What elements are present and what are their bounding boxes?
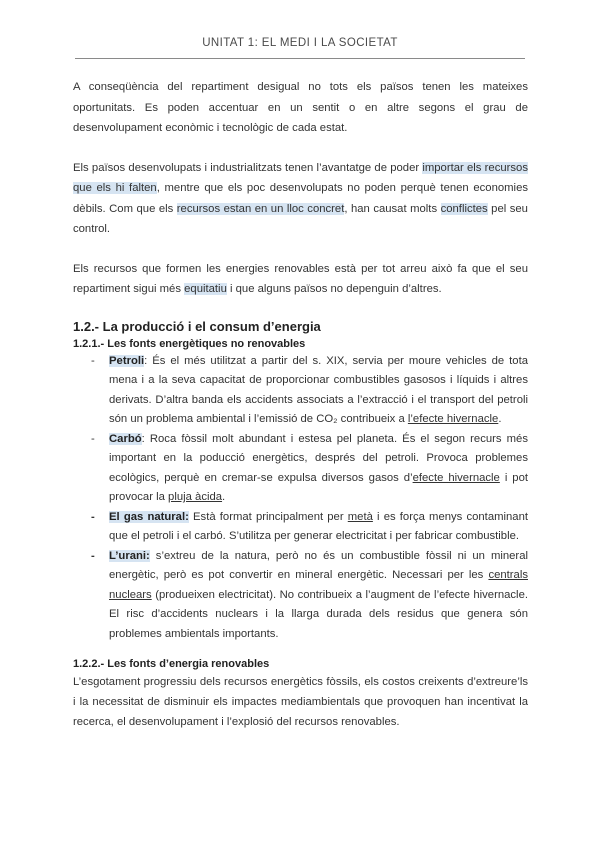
list-item-text: s’extreu de la natura, però no és un combustible fòssil ni un mineral energètic, però es pot convertir en mineral energètic. Necessari per les bbox=[109, 549, 528, 581]
paragraph-2-text-d: pel seu control. bbox=[73, 202, 528, 235]
list-item-text: : Roca fòssil molt abundant i estesa pel planeta. És el segon recurs més important en la poducció energètics, després del petroli. Provoca problemes ecològics, perquè en cremar-se expulsa diversos gasos d’ bbox=[109, 432, 528, 484]
paragraph-2 bbox=[73, 158, 528, 240]
subsection-title-non-renewable: 1.2.1.- Les fonts energètiques no renovables bbox=[73, 337, 306, 350]
paragraph-3 bbox=[73, 259, 528, 300]
paragraph-2-text-b: , mentre que els poc desenvolupats no poden perquè tenen economies dèbils. Com que els bbox=[73, 182, 528, 215]
term-link-pluja-acida: pluja àcida bbox=[168, 491, 223, 503]
list-item-text: i es força menys contaminant que el petroli i el carbó. S’utilitza per generar electricitat i per fabricar combustible. bbox=[109, 510, 529, 542]
term-urani: L’urani: bbox=[109, 549, 150, 562]
list-item-carbo bbox=[73, 430, 528, 508]
list-item-text: i pot provocar la bbox=[109, 471, 529, 503]
list-item-text: . bbox=[498, 413, 502, 425]
paragraph-2-text-c: , han causat molts bbox=[344, 202, 441, 215]
highlight-conflicts: conflictes bbox=[440, 202, 488, 215]
list-item-petroli bbox=[73, 352, 528, 430]
list-item-gas-natural bbox=[73, 508, 528, 547]
list-item-text: (produeixen electricitat). No contribueix a l’augment de l’efecte hivernacle. El risc d’accidents nuclears i la llarga durada dels residus que genera són problemes ambientals importants. bbox=[109, 588, 528, 640]
bullet-dash: - bbox=[91, 354, 95, 367]
page-header: UNITAT 1: EL MEDI I LA SOCIETAT bbox=[202, 37, 398, 49]
bullet-dash: - bbox=[91, 549, 95, 562]
bullet-dash: - bbox=[91, 432, 95, 445]
paragraph-1: A conseqüència del repartiment desigual no tots els països tenen les mateixes oportunitats. Es poden accentuar en un sentit o en altre segons el grau de desenvolupament econòmic i tecnològic de cada estat. bbox=[73, 81, 528, 134]
paragraph-2-text-a: Els països desenvolupats i industrialitzats tenen l’avantatge de poder bbox=[73, 161, 423, 174]
bullet-dash: - bbox=[91, 510, 95, 523]
term-petroli: Petroli bbox=[109, 354, 145, 367]
list-item-text: : És el més utilitzat a partir del s. XIX, servia per moure vehicles de tota mena i a la seva capacitat de proporcionar combustibles gasosos i líquids i altres derivats. D’altra banda els accidents associats a l’extracció i el transport del petroli són un problema ambiental i l’emissió de CO₂ contribueix a bbox=[109, 354, 528, 425]
highlight-resources-location: recursos estan en un lloc concret bbox=[176, 202, 345, 215]
non-renewable-list bbox=[73, 352, 528, 645]
term-link-efecte-hivernacle: efecte hivernacle bbox=[412, 471, 500, 484]
term-link-centrals-nuclears: centrals nuclears bbox=[109, 569, 528, 601]
term-carbo: Carbó bbox=[109, 432, 142, 445]
list-item-text: . bbox=[222, 491, 226, 503]
term-link-meta: metà bbox=[347, 510, 373, 523]
paragraph-3-text-a: Els recursos que formen les energies renovables està per tot arreu això fa que el seu repartiment sigui més bbox=[73, 262, 528, 295]
term-gas-natural: El gas natural: bbox=[109, 510, 189, 523]
list-item-urani bbox=[73, 547, 528, 645]
paragraph-3-text-b: i que alguns països no depenguin d’altres. bbox=[226, 283, 442, 295]
highlight-import-resources: importar els recursos que els hi falten bbox=[73, 161, 528, 194]
header-rule bbox=[75, 58, 525, 59]
paragraph-renewable: L’esgotament progressiu dels recursos energètics fòssils, els costos creixents d’extreure’ls i la necessitat de disminuir els impactes mediambientals que provoquen han incentivat la recerca, el desenvolupament i l’explosió del recursos renovables. bbox=[73, 676, 528, 728]
subsection-title-renewable: 1.2.2.- Les fonts d’energia renovables bbox=[73, 658, 270, 670]
list-item-text: Està format principalment per bbox=[188, 510, 348, 523]
document-body bbox=[73, 77, 528, 732]
term-link-efecte-hivernacle: l’efecte hivernacle bbox=[407, 413, 499, 425]
highlight-equitable: equitatiu bbox=[184, 283, 227, 295]
section-title: 1.2.- La producció i el consum d’energia bbox=[73, 318, 321, 334]
